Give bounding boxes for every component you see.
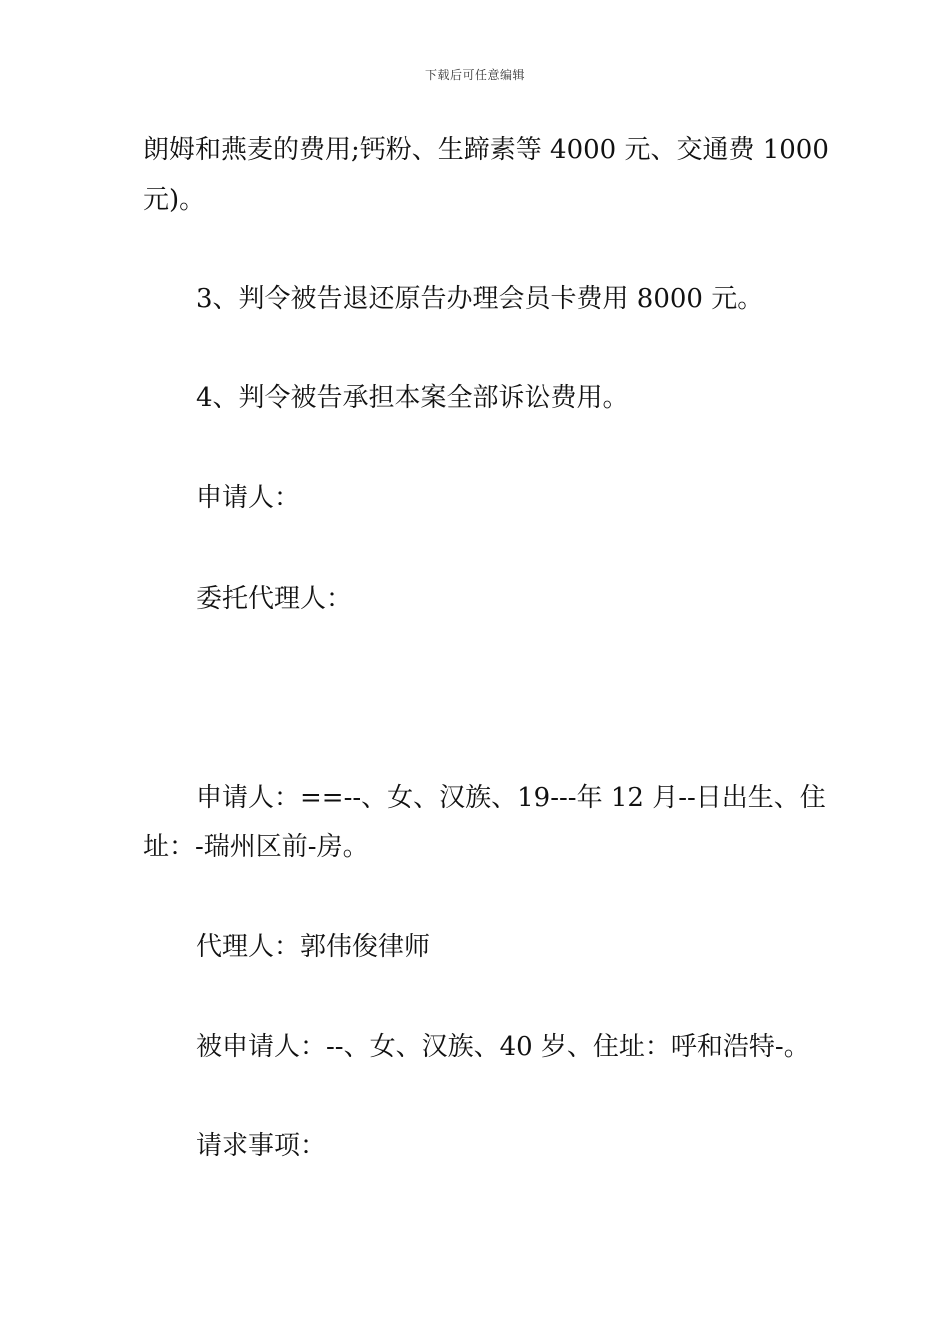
page-header: 下载后可任意编辑: [424, 68, 525, 82]
paragraph-line: 朗姆和燕麦的费用;钙粉、生蹄素等 4000 元、交通费 1000: [143, 135, 829, 165]
agent-signature-label: 委托代理人：: [196, 584, 353, 614]
respondent-info: 被申请人：--、女、汉族、40 岁、住址：呼和浩特-。: [196, 1032, 810, 1062]
paragraph-line: 元)。: [143, 185, 206, 215]
claim-item-4: 4、判令被告承担本案全部诉讼费用。: [196, 383, 629, 413]
claims-heading: 请求事项：: [196, 1131, 327, 1161]
applicant-signature-label: 申请人：: [196, 483, 301, 513]
applicant-info-line: 申请人：==--、女、汉族、19---年 12 月--日出生、住: [196, 783, 826, 813]
agent-info: 代理人：郭伟俊律师: [196, 932, 431, 962]
applicant-info-line: 址：-瑞州区前-房。: [143, 832, 369, 862]
claim-item-3: 3、判令被告退还原告办理会员卡费用 8000 元。: [196, 284, 764, 314]
